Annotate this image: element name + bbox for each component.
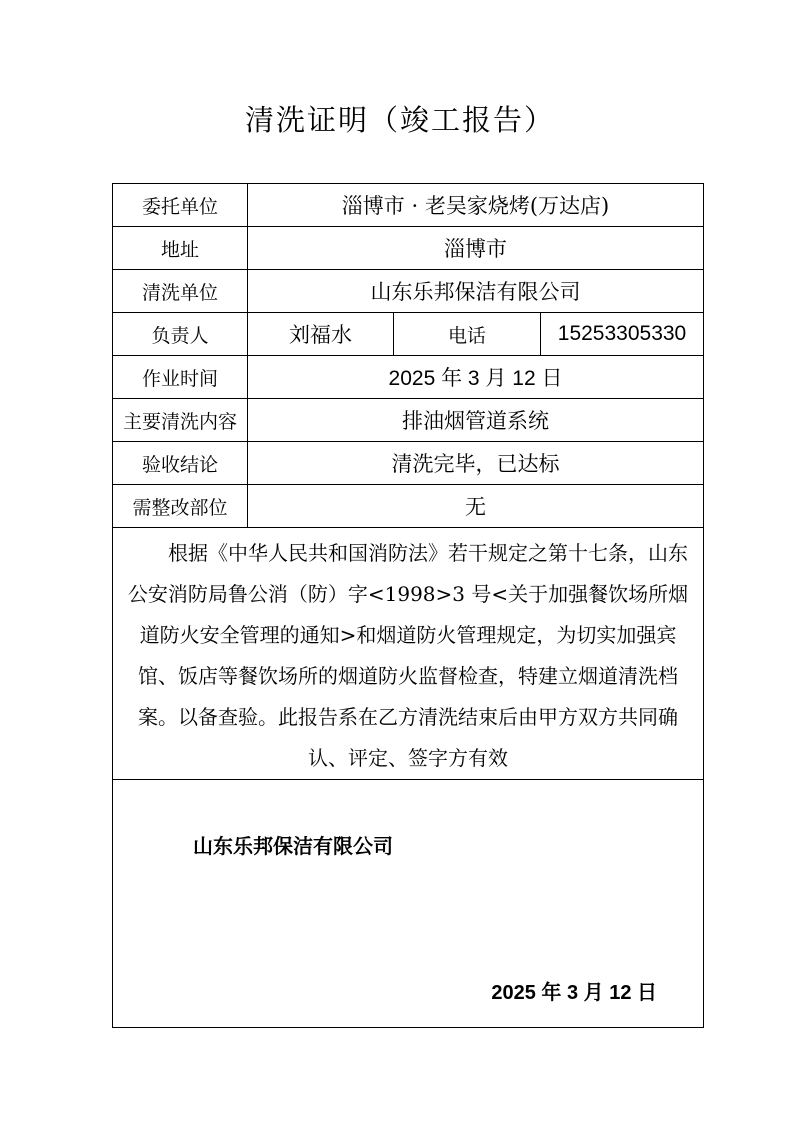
table-row-person-in-charge (113, 313, 704, 356)
table-row-cleaning-scope (113, 399, 704, 442)
field-value-acceptance-conclusion: 清洗完毕，已达标 (248, 442, 704, 485)
field-value-cleaning-company: 山东乐邦保洁有限公司 (248, 270, 704, 313)
table-row-notice (113, 528, 704, 780)
field-label-cleaning-company: 清洗单位 (113, 270, 248, 313)
field-label-person-in-charge: 负责人 (113, 313, 248, 356)
table-row-client (113, 184, 704, 227)
table-row-acceptance-conclusion (113, 442, 704, 485)
table-row-cleaning-company (113, 270, 704, 313)
field-label-cleaning-scope: 主要清洗内容 (113, 399, 248, 442)
report-table (112, 183, 704, 1028)
field-label-phone: 电话 (394, 313, 541, 356)
field-value-phone: 15253305330 (541, 313, 704, 356)
field-value-work-date: 2025 年 3 月 12 日 (248, 356, 704, 399)
field-value-address: 淄博市 (248, 227, 704, 270)
field-value-client: 淄博市 · 老吴家烧烤(万达店) (248, 184, 704, 227)
notice-paragraph: 根据《中华人民共和国消防法》若干规定之第十七条，山东公安消防局鲁公消（防）字<1998>3 号<关于加强餐饮场所烟道防火安全管理的通知>和烟道防火管理规定，为切实加强宾馆、饭店等餐饮场所的烟道防火监督检查，特建立烟道清洗档案。以备查验。此报告系在乙方清洗结束后由甲方双方共同确认、评定、签字方有效 (113, 528, 704, 780)
signature-cell (113, 780, 704, 1028)
table-row-signature (113, 780, 704, 1028)
field-value-rectification: 无 (248, 485, 704, 528)
table-row-work-date (113, 356, 704, 399)
field-label-rectification: 需整改部位 (113, 485, 248, 528)
signature-company-name: 山东乐邦保洁有限公司 (193, 836, 393, 858)
table-row-rectification (113, 485, 704, 528)
field-label-acceptance-conclusion: 验收结论 (113, 442, 248, 485)
table-row-address (113, 227, 704, 270)
field-label-work-date: 作业时间 (113, 356, 248, 399)
field-value-cleaning-scope: 排油烟管道系统 (248, 399, 704, 442)
field-label-address: 地址 (113, 227, 248, 270)
field-value-person-in-charge: 刘福水 (248, 313, 394, 356)
signature-area (113, 780, 703, 1027)
field-label-client: 委托单位 (113, 184, 248, 227)
signature-date: 2025 年 3 月 12 日 (491, 982, 658, 1004)
page-title: 清洗证明（竣工报告） (244, 103, 555, 137)
